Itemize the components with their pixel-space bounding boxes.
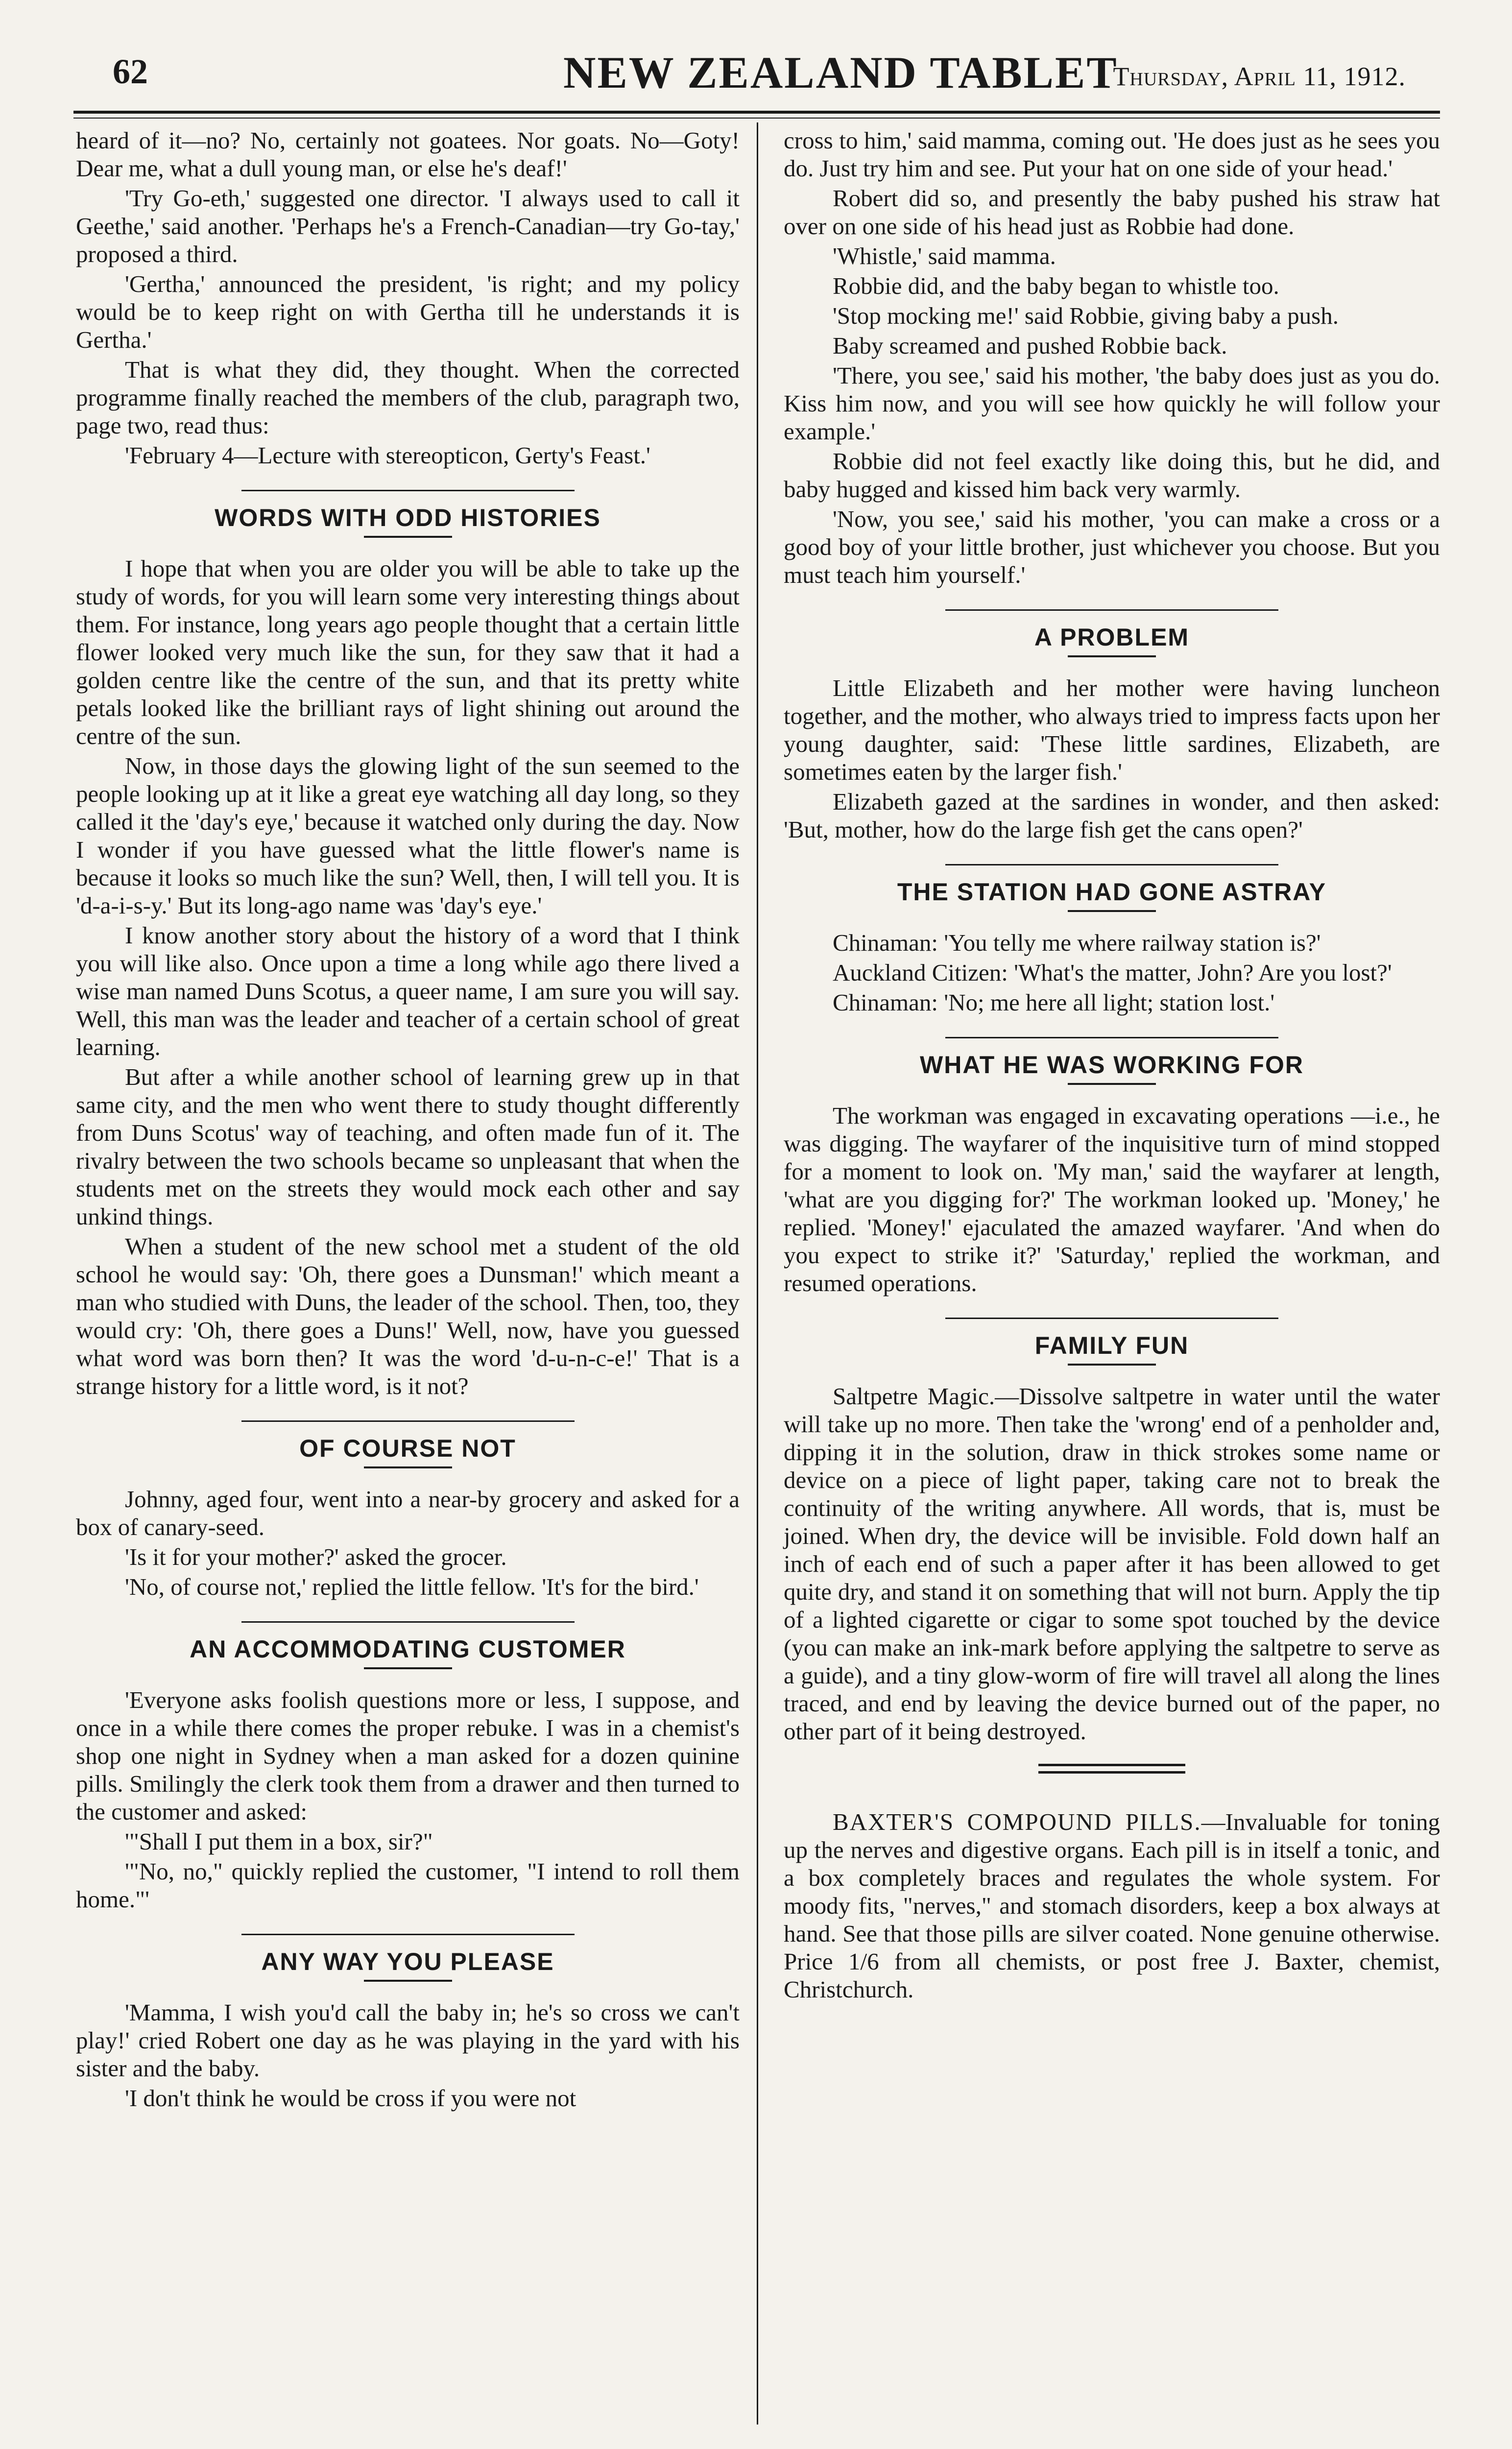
paragraph: 'Now, you see,' said his mother, 'you can make a cross or a good boy of your little brother, just whichever you choose. But you must teach him yourself.' xyxy=(784,505,1440,588)
paragraph: 'Everyone asks foolish questions more or less, I suppose, and once in a while there comes the proper rebuke. I was in a chemist's shop one night in Sydney when a man asked for a dozen quinine pills. Smilingly the clerk took them from a drawer and then turned to the customer and asked: xyxy=(76,1686,740,1825)
paragraph: Robert did so, and presently the baby pushed his straw hat over on one side of his head just as Robbie had done. xyxy=(784,185,1440,240)
section-rule xyxy=(945,609,1278,611)
section-rule xyxy=(241,1934,575,1935)
paragraph: 'Mamma, I wish you'd call the baby in; he's so cross we can't play!' cried Robert one day as he was playing in the yard with his sister and the baby. xyxy=(76,1999,740,2082)
paragraph: Little Elizabeth and her mother were having luncheon together, and the mother, who always tried to impress facts upon her young daughter, said: 'These little sardines, Elizabeth, are sometimes eaten by the larger fish.' xyxy=(784,674,1440,785)
paragraph: 'Try Go-eth,' suggested one director. 'I always used to call it Geethe,' said another. 'Perhaps he's a French-Canadian—try Go-tay,' proposed a third. xyxy=(76,185,740,267)
column-divider xyxy=(757,122,758,2425)
masthead xyxy=(78,47,1440,100)
paragraph: '"Shall I put them in a box, sir?" xyxy=(125,1828,433,1855)
section-heading-customer: AN ACCOMMODATING CUSTOMER xyxy=(190,1635,626,1663)
paragraph: heard of it—no? No, certainly not goatees. Nor goats. No—Goty! Dear me, what a dull young man, or else he's deaf!' xyxy=(76,127,740,182)
advert-separator xyxy=(1038,1764,1185,1774)
section-rule xyxy=(241,1621,575,1623)
heading-underline xyxy=(364,1667,452,1669)
paragraph: I hope that when you are older you will be able to take up the study of words, for you will learn some very interesting things about them. For instance, long years ago people thought that a certain little flower looked very much like the sun, for they saw that it had a golden centre like the centre of the sun, and that its pretty white petals looked like the brilliant rays of light shining out around the centre of the sun. xyxy=(76,555,740,749)
section-rule xyxy=(945,1037,1278,1038)
paragraph: Saltpetre Magic.—Dissolve saltpetre in water until the water will take up no more. Then take the 'wrong' end of a penholder and, dipping it in the solution, draw in thick strokes some name or device on a piece of light paper, taking care not to break the continuity of the writing anywhere. All words, that is, must be joined. When dry, the device will be invisible. Fold down half an inch of each end of such a paper after it has been allowed to get quite dry, and stand it on something that will not burn. Apply the tip of a lighted cigarette or cigar to some spot touched by the device (you can make an ink-mark before applying the saltpetre to serve as a guide), and a tiny glow-worm of fire will travel all along the lines traced, and end by leaving the device burned out of the paper, no other part of it being destroyed. xyxy=(784,1383,1440,1745)
section-heading-problem: A PROBLEM xyxy=(1034,624,1190,651)
left-column xyxy=(76,126,740,2114)
heading-underline xyxy=(1068,655,1156,657)
section-heading-course: OF COURSE NOT xyxy=(299,1435,516,1462)
paragraph: 'February 4—Lecture with stereopticon, Gerty's Feast.' xyxy=(125,442,650,469)
advert-text xyxy=(784,1808,1440,2003)
section-heading-working: WHAT HE WAS WORKING FOR xyxy=(920,1051,1304,1079)
advert-body: —Invaluable for toning up the nerves and digestive organs. Each pill is in itself a tonic, and a box completely braces and regulates the whole system. For moody fits, "nerves," and stomach disorders, keep a box always at hand. See that those pills are silver coated. None genuine otherwise. Price 1/6 from all chemists, or post free J. Baxter, chemist, Christchurch. xyxy=(784,1808,1440,2003)
section-rule xyxy=(241,1420,575,1422)
dateline: Thursday, April 11, 1912. xyxy=(1113,62,1406,91)
heading-underline xyxy=(1068,910,1156,912)
paragraph: Auckland Citizen: 'What's the matter, John? Are you lost?' xyxy=(833,959,1392,986)
paragraph: Chinaman: 'You telly me where railway station is?' xyxy=(833,929,1321,956)
paragraph: The workman was engaged in excavating operations —i.e., he was digging. The wayfarer of the inquisitive turn of mind stopped for a moment to look on. 'My man,' said the wayfarer at length, 'what are you digging for?' The workman looked up. 'Money,' he replied. 'Money!' ejaculated the amazed wayfarer. 'And when do you expect to strike it?' 'Saturday,' replied the workman, and resumed operations. xyxy=(784,1102,1440,1297)
paragraph: 'No, of course not,' replied the little fellow. 'It's for the bird.' xyxy=(125,1573,699,1600)
advertisement xyxy=(784,1808,1440,2003)
paragraph: cross to him,' said mamma, coming out. 'He does just as he sees you do. Just try him and see. Put your hat on one side of your head.' xyxy=(784,127,1440,182)
heading-underline xyxy=(1068,1364,1156,1366)
paragraph: Robbie did, and the baby began to whistle too. xyxy=(833,272,1279,299)
paragraph: 'Is it for your mother?' asked the grocer. xyxy=(125,1543,507,1570)
advert-headline: BAXTER'S COMPOUND PILLS. xyxy=(833,1808,1201,1835)
section-heading-station: THE STATION HAD GONE ASTRAY xyxy=(897,878,1327,906)
section-heading-words: WORDS WITH ODD HISTORIES xyxy=(215,504,601,531)
paragraph: That is what they did, they thought. When the corrected programme finally reached the members of the club, paragraph two, page two, read thus: xyxy=(76,356,740,439)
paragraph: 'There, you see,' said his mother, 'the baby does just as you do. Kiss him now, and you will see how quickly he will follow your example.' xyxy=(784,362,1440,445)
paragraph: But after a while another school of learning grew up in that same city, and the men who went there to study thought differently from Duns Scotus' way of teaching, and often made fun of it. The rivalry between the two schools became so unpleasant that when the students met on the streets they would mock each other and say unkind things. xyxy=(76,1063,740,1230)
paragraph: Chinaman: 'No; me here all light; station lost.' xyxy=(833,989,1275,1016)
page-number: 62 xyxy=(113,52,148,91)
paragraph: When a student of the new school met a student of the old school he would say: 'Oh, there goes a Dunsman!' which meant a man who studied with Duns, the leader of the school. Then, too, they would cry: 'Oh, there goes a Duns!' Well, now, have you guessed what word was born then? It was the word 'd-u-n-c-e!' That is a strange history for a little word, is it not? xyxy=(76,1233,740,1399)
paragraph: Robbie did not feel exactly like doing this, but he did, and baby hugged and kissed him back very warmly. xyxy=(784,448,1440,503)
paragraph: 'I don't think he would be cross if you were not xyxy=(125,2085,576,2112)
section-heading-anyway: ANY WAY YOU PLEASE xyxy=(261,1948,554,1975)
newspaper-title: NEW ZEALAND TABLET xyxy=(563,48,1118,97)
heading-underline xyxy=(364,1980,452,1982)
masthead-rule-thin xyxy=(73,118,1440,119)
heading-underline xyxy=(364,1466,452,1468)
heading-underline xyxy=(364,536,452,538)
paragraph: Baby screamed and pushed Robbie back. xyxy=(833,332,1227,359)
heading-underline xyxy=(1068,1083,1156,1085)
section-rule xyxy=(241,490,575,491)
paragraph: '"No, no," quickly replied the customer, "I intend to roll them home."' xyxy=(76,1858,740,1913)
paragraph: Johnny, aged four, went into a near-by grocery and asked for a box of canary-seed. xyxy=(76,1486,740,1540)
paragraph: I know another story about the history of a word that I think you will like also. Once upon a time a long while ago there lived a wise man named Duns Scotus, a queer name, I am sure you will say. Well, this man was the leader and teacher of a certain school of great learning. xyxy=(76,922,740,1060)
section-heading-fun: FAMILY FUN xyxy=(1034,1332,1189,1359)
paragraph: Elizabeth gazed at the sardines in wonder, and then asked: 'But, mother, how do the large fish get the cans open?' xyxy=(784,788,1440,843)
section-rule xyxy=(945,1318,1278,1319)
right-column xyxy=(784,126,1440,2005)
paragraph: 'Gertha,' announced the president, 'is right; and my policy would be to keep right on with Gertha till he understands it is Gertha.' xyxy=(76,270,740,353)
section-rule xyxy=(945,864,1278,865)
paragraph: 'Whistle,' said mamma. xyxy=(833,242,1056,269)
paragraph: 'Stop mocking me!' said Robbie, giving baby a push. xyxy=(833,302,1339,329)
paragraph: Now, in those days the glowing light of the sun seemed to the people looking up at it like a great eye watching all day long, so they called it the 'day's eye,' because it watched only during the day. Now I wonder if you have guessed what the little flower's name is because it looks so much like the sun? Well, then, I will tell you. It is 'd-a-i-s-y.' But its long-ago name was 'day's eye.' xyxy=(76,752,740,919)
masthead-rule xyxy=(73,111,1440,114)
